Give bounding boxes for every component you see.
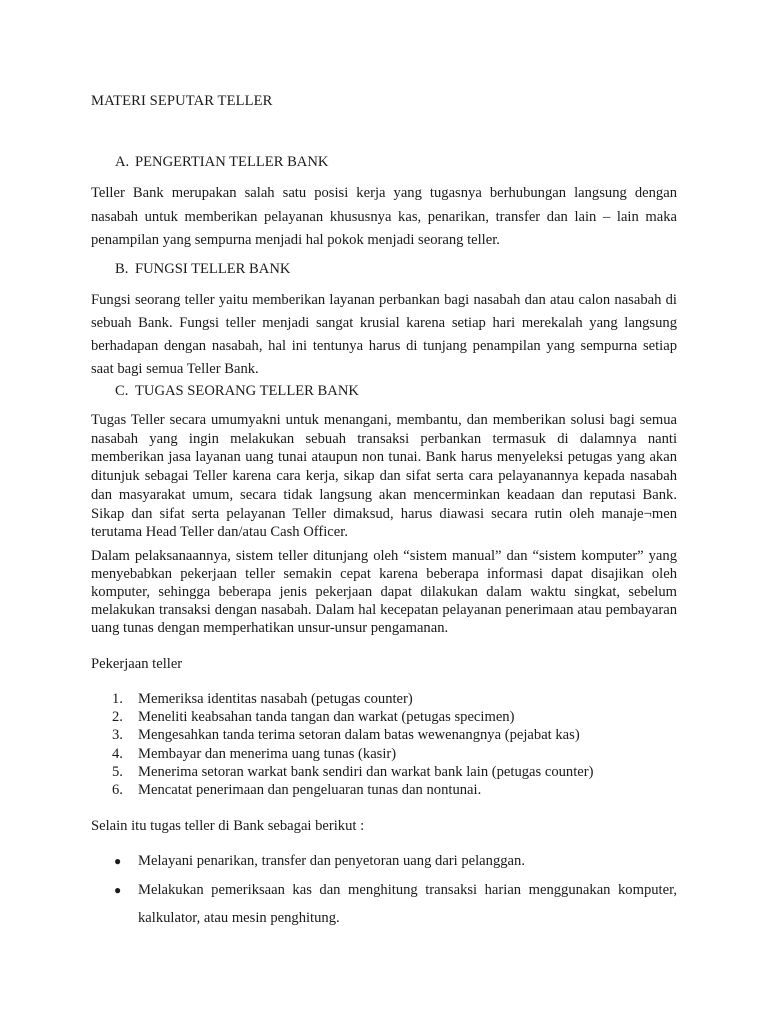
list-item bbox=[112, 763, 593, 781]
section-letter: A. bbox=[115, 154, 130, 170]
list-text: Mencatat penerimaan dan pengeluaran tunas dan nontunai. bbox=[138, 782, 482, 799]
document-title: MATERI SEPUTAR TELLER bbox=[91, 93, 273, 109]
bullet-icon: ● bbox=[114, 883, 122, 897]
list-number: 2. bbox=[112, 709, 123, 726]
tasks-list bbox=[112, 850, 677, 932]
paragraph-sistem: Dalam pelaksanaannya, sistem teller ditunjang oleh “sistem manual” dan “sistem komputer” yang menyebabkan pekerjaan teller semakin cepat karena beberapa informasi dapat disajikan oleh komputer, sehingga beberapa jenis pekerjaan dapat dilakukan dalam waktu singkat, sebelum melakukan transaksi dengan nasabah. Dalam hal kecepatan pelayanan penerimaan atau pembayaran uang tunas dengan memperhatikan unsur-unsur pengamanan. bbox=[91, 548, 677, 636]
section-heading-pengertian bbox=[115, 154, 328, 171]
paragraph-tugas: Tugas Teller secara umumyakni untuk menangani, membantu, dan memberikan solusi bagi semua nasabah yang ingin melakukan sebuah transaksi perbankan termasuk di dalamnya nanti memberikan jasa layanan uang tunai ataupun non tunai. Bank harus menyeleksi petugas yang akan ditunjuk sebagai Teller karena cara kerja, sikap dan sifat serta cara pelayanannya kepada nasabah dan masyarakat umum, secara tidak langsung akan mencerminkan keadaan dan reputasi Bank. Sikap dan sifat serta pelayanan Teller dimaksud, harus diawasi secara rutin oleh manaje¬men terutama Head Teller dan/atau Cash Officer. bbox=[91, 412, 677, 541]
section-letter: B. bbox=[115, 261, 129, 277]
list-item bbox=[112, 781, 593, 799]
list-number: 3. bbox=[112, 727, 123, 744]
paragraph-tasks-intro: Selain itu tugas teller di Bank sebagai berikut : bbox=[91, 818, 365, 834]
list-text: Memeriksa identitas nasabah (petugas counter) bbox=[138, 691, 413, 707]
list-text: Membayar dan menerima uang tunas (kasir) bbox=[138, 745, 397, 762]
list-number: 1. bbox=[112, 691, 123, 707]
section-heading-text: FUNGSI TELLER BANK bbox=[135, 261, 291, 277]
jobs-list bbox=[112, 690, 593, 799]
paragraph-pekerjaan-label: Pekerjaan teller bbox=[91, 656, 183, 672]
list-number: 6. bbox=[112, 782, 123, 799]
list-number: 5. bbox=[112, 763, 123, 780]
list-item bbox=[112, 850, 677, 872]
list-item bbox=[112, 708, 593, 726]
list-item bbox=[112, 745, 593, 763]
paragraph-pengertian: Teller Bank merupakan salah satu posisi kerja yang tugasnya berhubungan langsung dengan nasabah untuk memberikan pelayanan khususnya kas, penarikan, transfer dan lain – lain maka penampilan yang sempurna menjadi hal pokok menjadi seorang teller. bbox=[91, 185, 677, 248]
list-text: Menerima setoran warkat bank sendiri dan warkat bank lain (petugas counter) bbox=[138, 763, 594, 780]
list-number: 4. bbox=[112, 745, 123, 762]
list-item bbox=[112, 690, 593, 708]
section-heading-text: PENGERTIAN TELLER BANK bbox=[135, 154, 329, 170]
bullet-icon: ● bbox=[114, 854, 122, 868]
section-heading-tugas bbox=[115, 383, 359, 400]
list-text: Melayani penarikan, transfer dan penyetoran uang dari pelanggan. bbox=[138, 853, 525, 869]
list-text: Mengesahkan tanda terima setoran dalam batas wewenangnya (pejabat kas) bbox=[138, 727, 580, 744]
paragraph-fungsi: Fungsi seorang teller yaitu memberikan layanan perbankan bagi nasabah dan atau calon nasabah di sebuah Bank. Fungsi teller menjadi sangat krusial karena setiap hari merekalah yang langsung berhadapan dengan nasabah, hal ini tentunya harus di tunjang penampilan yang sempurna setiap saat bagi semua Teller Bank. bbox=[91, 292, 677, 377]
list-item bbox=[112, 876, 677, 932]
list-text: Melakukan pemeriksaan kas dan menghitung transaksi harian menggunakan komputer, kalkulator, atau mesin penghitung. bbox=[138, 882, 677, 926]
section-heading-fungsi bbox=[115, 261, 290, 278]
list-item bbox=[112, 726, 593, 744]
section-heading-text: TUGAS SEORANG TELLER BANK bbox=[135, 383, 359, 399]
section-letter: C. bbox=[115, 383, 129, 399]
list-text: Meneliti keabsahan tanda tangan dan warkat (petugas specimen) bbox=[138, 709, 515, 726]
